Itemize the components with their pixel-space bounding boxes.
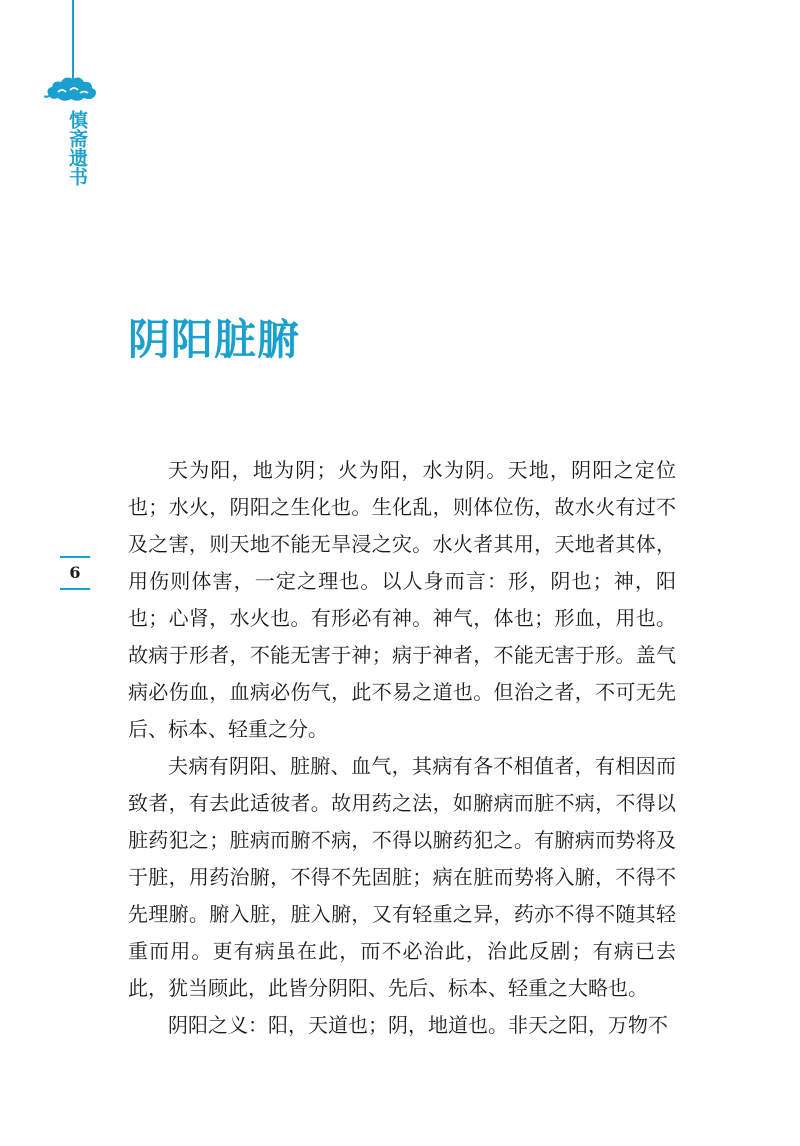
page-number-rule-bottom: [60, 588, 90, 590]
page-number-rule-top: [60, 556, 90, 558]
ornament-hanging-line: [72, 0, 74, 82]
paragraph: 天为阳，地为阴；火为阳，水为阴。天地，阴阳之定位也；水火，阴阳之生化也。生化乱，则体位伤，故水火有过不及之害，则天地不能无旱浸之灾。水火者其用，天地者其体，用伤则体害，一定之理也。以人身而言：形，阴也；神，阳也；心肾，水火也。有形必有神。神气，体也；形血，用也。故病于形者，不能无害于神；病于神者，不能无害于形。盖气病必伤血，血病必伤气，此不易之道也。但治之者，不可无先后、标本、轻重之分。: [128, 458, 676, 741]
paragraph: 夫病有阴阳、脏腑、血气，其病有各不相值者，有相因而致者，有去此适彼者。故用药之法，如腑病而脏不病，不得以脏药犯之；脏病而腑不病，不得以腑药犯之。有腑病而势将及于脏，用药治腑，不得不先固脏；病在脏而势将入腑，不得不先理腑。腑入脏，脏入腑，又有轻重之异，药亦不得不随其轻重而用。更有病虽在此，而不必治此，治此反剧；有病已去此，犹当顾此，此皆分阴阳、先后、标本、轻重之大略也。: [128, 754, 676, 1000]
series-title: 慎斋遗书: [66, 110, 88, 186]
page-number-marker: [60, 556, 90, 590]
page-number: 6: [69, 563, 81, 582]
auspicious-cloud-icon: [44, 74, 98, 104]
body-text: [128, 452, 676, 1044]
chapter-title: 阴阳脏腑: [128, 315, 301, 364]
paragraph: 阴阳之义：阳，天道也；阴，地道也。非天之阳，万物不: [168, 1013, 668, 1037]
